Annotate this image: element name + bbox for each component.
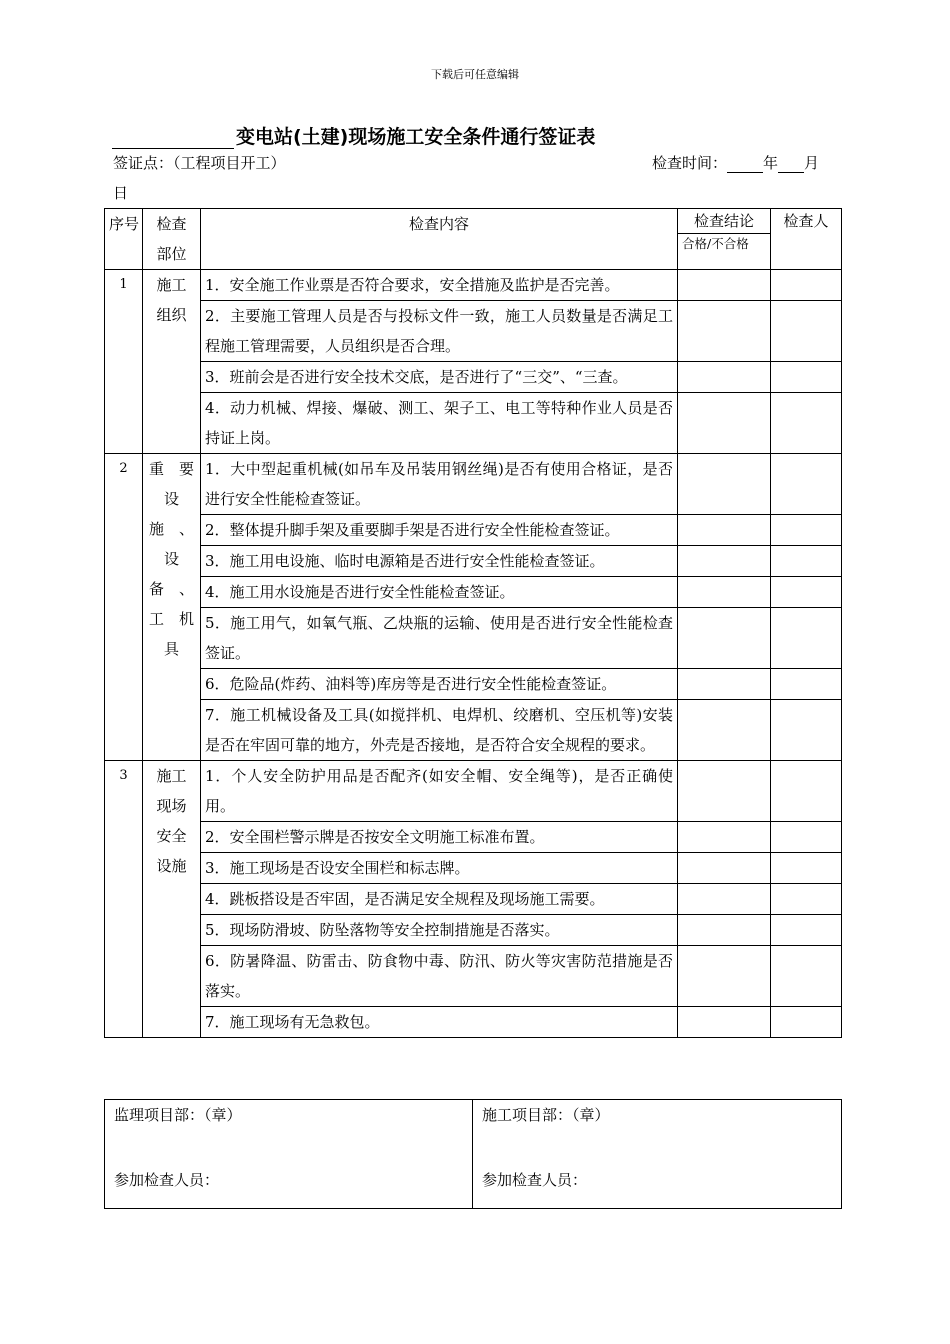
inspector-cell[interactable] (771, 822, 842, 853)
construction-dept: 施工项目部：（章） (482, 1106, 610, 1124)
inspector-cell[interactable] (771, 1007, 842, 1038)
inspector-cell[interactable] (771, 393, 842, 454)
check-item: 3．班前会是否进行安全技术交底，是否进行了“三交”、“三查。 (201, 362, 678, 393)
table-row (105, 822, 842, 853)
group-seq: 3 (105, 761, 143, 1038)
header-conclusion: 检查结论 (678, 209, 771, 234)
conclusion-cell[interactable] (678, 393, 771, 454)
group-part-line: 工 机 (148, 610, 194, 628)
header-part (143, 209, 201, 270)
check-item: 7．施工机械设备及工具(如搅拌机、电焊机、绞磨机、空压机等)安装是否在牢固可靠的地方，外壳是否接地，是否符合安全规程的要求。 (201, 700, 678, 761)
table-row (105, 669, 842, 700)
table-row (105, 1007, 842, 1038)
inspector-cell[interactable] (771, 700, 842, 761)
inspector-cell[interactable] (771, 577, 842, 608)
table-header-row (105, 209, 842, 234)
group-part-line: 施工 (156, 767, 187, 785)
year-blank[interactable] (727, 156, 763, 173)
header-seq-text: 序号 (109, 215, 140, 233)
group-part-line: 施 、 (148, 520, 194, 538)
inspector-cell[interactable] (771, 546, 842, 577)
conclusion-cell[interactable] (678, 822, 771, 853)
check-item: 4．动力机械、焊接、爆破、测工、架子工、电工等特种作业人员是否持证上岗。 (201, 393, 678, 454)
supervision-cell[interactable] (105, 1100, 473, 1209)
table-row (105, 946, 842, 1007)
check-time-label: 检查时间： (652, 154, 728, 172)
group-part-line: 重 要 (148, 460, 194, 478)
title-blank-line[interactable] (112, 128, 234, 149)
table-row (105, 853, 842, 884)
table-row (105, 700, 842, 761)
inspector-cell[interactable] (771, 669, 842, 700)
check-item: 1．安全施工作业票是否符合要求，安全措施及监护是否完善。 (201, 270, 678, 301)
conclusion-cell[interactable] (678, 1007, 771, 1038)
check-item: 1．大中型起重机械(如吊车及吊装用钢丝绳)是否有使用合格证，是否进行安全性能检查签证。 (201, 454, 678, 515)
table-row (105, 608, 842, 669)
title-text: 变电站(土建)现场施工安全条件通行签证表 (236, 126, 596, 148)
header-inspector: 检查人 (771, 209, 842, 270)
conclusion-cell[interactable] (678, 700, 771, 761)
page-header-note: 下载后可任意编辑 (431, 68, 519, 81)
inspector-cell[interactable] (771, 761, 842, 822)
conclusion-cell[interactable] (678, 301, 771, 362)
construction-cell[interactable] (473, 1100, 842, 1209)
signature-table (104, 1099, 842, 1209)
conclusion-cell[interactable] (678, 884, 771, 915)
inspector-cell[interactable] (771, 946, 842, 1007)
group-part-line: 设 (163, 490, 179, 508)
check-item: 2．整体提升脚手架及重要脚手架是否进行安全性能检查签证。 (201, 515, 678, 546)
page-title (112, 122, 595, 149)
month-blank[interactable] (778, 156, 804, 173)
group-seq: 1 (105, 270, 143, 454)
sign-point-label: 签证点： (113, 154, 174, 172)
construction-people: 参加检查人员： (482, 1171, 588, 1189)
inspector-cell[interactable] (771, 915, 842, 946)
table-row (105, 915, 842, 946)
check-item: 3．施工用电设施、临时电源箱是否进行安全性能检查签证。 (201, 546, 678, 577)
group-part (143, 270, 201, 454)
table-row (105, 515, 842, 546)
check-item: 6．危险品(炸药、油料等)库房等是否进行安全性能检查签证。 (201, 669, 678, 700)
sign-point-value: （工程项目开工） (173, 154, 286, 172)
inspector-cell[interactable] (771, 301, 842, 362)
check-item: 4．施工用水设施是否进行安全性能检查签证。 (201, 577, 678, 608)
header-conclusion-sub (678, 234, 771, 270)
table-row (105, 454, 842, 515)
table-row (105, 884, 842, 915)
header-seq (105, 209, 143, 270)
signature-row (105, 1100, 842, 1209)
table-row (105, 577, 842, 608)
month-label: 月 (804, 154, 820, 172)
conclusion-cell[interactable] (678, 454, 771, 515)
table-row (105, 301, 842, 362)
sign-point (113, 152, 286, 173)
group-part-line: 设施 (156, 857, 187, 875)
group-part (143, 454, 201, 761)
check-item: 5．现场防滑坡、防坠落物等安全控制措施是否落实。 (201, 915, 678, 946)
inspector-cell[interactable] (771, 884, 842, 915)
check-item: 6．防暑降温、防雷击、防食物中毒、防汛、防火等灾害防范措施是否落实。 (201, 946, 678, 1007)
conclusion-cell[interactable] (678, 915, 771, 946)
check-item: 2．安全围栏警示牌是否按安全文明施工标准布置。 (201, 822, 678, 853)
check-item: 1．个人安全防护用品是否配齐(如安全帽、安全绳等)，是否正确使用。 (201, 761, 678, 822)
inspector-cell[interactable] (771, 454, 842, 515)
header-conclusion-sub-text: 合格/不合格 (682, 236, 749, 251)
supervision-people: 参加检查人员： (114, 1171, 220, 1189)
check-item: 7．施工现场有无急救包。 (201, 1007, 678, 1038)
inspector-cell[interactable] (771, 270, 842, 301)
table-row (105, 546, 842, 577)
inspector-cell[interactable] (771, 515, 842, 546)
inspection-table (104, 208, 842, 1038)
inspector-cell[interactable] (771, 608, 842, 669)
conclusion-cell[interactable] (678, 515, 771, 546)
conclusion-cell[interactable] (678, 946, 771, 1007)
year-label: 年 (763, 154, 779, 172)
group-part-line: 现场 (156, 797, 187, 815)
conclusion-cell[interactable] (678, 577, 771, 608)
group-part (143, 761, 201, 1038)
supervision-dept: 监理项目部：（章） (114, 1106, 242, 1124)
group-part-line: 设 (163, 550, 179, 568)
inspector-cell[interactable] (771, 853, 842, 884)
group-seq: 2 (105, 454, 143, 761)
table-row (105, 362, 842, 393)
header-part-text: 检查部位 (156, 215, 187, 263)
check-item: 5．施工用气，如氧气瓶、乙炔瓶的运输、使用是否进行安全性能检查签证。 (201, 608, 678, 669)
group-part-line: 安全 (156, 827, 187, 845)
check-item: 3．施工现场是否设安全围栏和标志牌。 (201, 853, 678, 884)
day-label: 日 (113, 184, 129, 202)
table-row (105, 393, 842, 454)
conclusion-cell[interactable] (678, 608, 771, 669)
conclusion-cell[interactable] (678, 270, 771, 301)
table-row (105, 270, 842, 301)
group-part-line: 施工 (156, 276, 187, 294)
conclusion-cell[interactable] (678, 853, 771, 884)
check-time (652, 152, 819, 173)
conclusion-cell[interactable] (678, 546, 771, 577)
check-item: 4．跳板搭设是否牢固，是否满足安全规程及现场施工需要。 (201, 884, 678, 915)
conclusion-cell[interactable] (678, 362, 771, 393)
inspection-table-body (105, 209, 842, 1038)
group-part-line: 组织 (156, 306, 187, 324)
group-part-line: 具 (163, 640, 179, 658)
header-content: 检查内容 (201, 209, 678, 270)
check-item: 2．主要施工管理人员是否与投标文件一致，施工人员数量是否满足工程施工管理需要，人员组织是否合理。 (201, 301, 678, 362)
group-part-line: 备 、 (148, 580, 194, 598)
table-row (105, 761, 842, 822)
conclusion-cell[interactable] (678, 761, 771, 822)
conclusion-cell[interactable] (678, 669, 771, 700)
inspector-cell[interactable] (771, 362, 842, 393)
